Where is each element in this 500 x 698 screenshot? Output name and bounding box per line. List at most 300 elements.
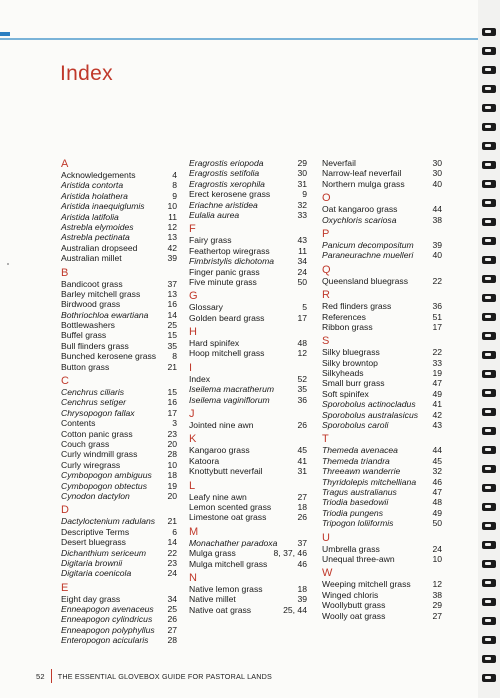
index-entry bbox=[322, 301, 442, 311]
index-entry bbox=[322, 456, 442, 466]
entry-page: 10 bbox=[432, 553, 442, 564]
index-section bbox=[189, 326, 307, 359]
entry-page: 44 bbox=[432, 204, 442, 215]
index-section bbox=[189, 362, 307, 405]
binder-ring bbox=[482, 237, 496, 245]
entry-term: Limestone oat grass bbox=[189, 512, 267, 523]
entry-term: Bottlewashers bbox=[61, 320, 115, 331]
entry-page: 8 bbox=[172, 180, 177, 191]
entry-page: 49 bbox=[432, 388, 442, 399]
entry-page: 25 bbox=[167, 604, 177, 615]
entry-page: 18 bbox=[297, 583, 307, 594]
section-letter: E bbox=[61, 581, 69, 594]
index-entry bbox=[61, 299, 177, 309]
index-column-1 bbox=[61, 158, 177, 646]
entry-term: Birdwood grass bbox=[61, 299, 121, 310]
entry-term: Eragrostis xerophila bbox=[189, 178, 265, 189]
entry-page: 29 bbox=[432, 600, 442, 611]
entry-term: Sporobolus caroli bbox=[322, 420, 389, 431]
index-entry bbox=[189, 267, 307, 277]
entry-term: Dactyloctenium radulans bbox=[61, 516, 156, 527]
index-entry bbox=[322, 445, 442, 455]
entry-page: 36 bbox=[432, 301, 442, 312]
entry-page: 10 bbox=[167, 459, 177, 470]
index-entry bbox=[322, 368, 442, 378]
entry-page: 12 bbox=[432, 579, 442, 590]
entry-page: 13 bbox=[167, 288, 177, 299]
index-entry bbox=[61, 330, 177, 340]
entry-page: 39 bbox=[167, 253, 177, 264]
top-accent bbox=[0, 32, 10, 36]
section-letter: U bbox=[322, 531, 330, 544]
entry-term: Weeping mitchell grass bbox=[322, 579, 411, 590]
entry-term: Cynodon dactylon bbox=[61, 490, 130, 501]
section-letter: W bbox=[322, 567, 333, 580]
index-entry bbox=[61, 470, 177, 480]
entry-term: Digitaria brownii bbox=[61, 557, 123, 568]
index-entry bbox=[322, 497, 442, 507]
entry-term: Hard spinifex bbox=[189, 338, 240, 349]
entry-term: Bandicoot grass bbox=[61, 278, 123, 289]
entry-page: 16 bbox=[167, 299, 177, 310]
index-entry bbox=[189, 189, 307, 199]
index-entry bbox=[61, 491, 177, 501]
section-letter: B bbox=[61, 266, 69, 279]
entry-page: 18 bbox=[167, 470, 177, 481]
entry-term: Australian dropseed bbox=[61, 242, 138, 253]
entry-page: 12 bbox=[167, 221, 177, 232]
index-entry bbox=[189, 256, 307, 266]
entry-term: Red flinders grass bbox=[322, 301, 392, 312]
index-entry bbox=[322, 420, 442, 430]
index-entry bbox=[189, 384, 307, 394]
entry-page: 46 bbox=[432, 476, 442, 487]
entry-term: References bbox=[322, 311, 366, 322]
entry-term: Cymbopogon obtectus bbox=[61, 480, 147, 491]
entry-page: 45 bbox=[297, 445, 307, 456]
index-entry bbox=[189, 246, 307, 256]
index-entry bbox=[61, 341, 177, 351]
entry-page: 25 bbox=[167, 320, 177, 331]
entry-term: Unequal three-awn bbox=[322, 553, 395, 564]
binder-ring bbox=[482, 85, 496, 93]
index-entry bbox=[189, 277, 307, 287]
index-entry bbox=[322, 544, 442, 554]
entry-page: 24 bbox=[297, 266, 307, 277]
index-entry bbox=[61, 320, 177, 330]
entry-term: Golden beard grass bbox=[189, 312, 265, 323]
entry-page: 41 bbox=[432, 399, 442, 410]
entry-term: Iseilema macratherum bbox=[189, 384, 275, 395]
entry-page: 26 bbox=[297, 512, 307, 523]
entry-page: 25, 44 bbox=[283, 604, 307, 615]
section-letter: S bbox=[322, 335, 330, 348]
binder-ring bbox=[482, 484, 496, 492]
index-entry bbox=[189, 395, 307, 405]
entry-page: 15 bbox=[167, 387, 177, 398]
binder-ring bbox=[482, 389, 496, 397]
entry-page: 34 bbox=[167, 593, 177, 604]
index-section bbox=[322, 228, 442, 261]
index-entry bbox=[189, 559, 307, 569]
index-entry bbox=[61, 212, 177, 222]
index-section bbox=[189, 526, 307, 569]
entry-term: Kangaroo grass bbox=[189, 445, 250, 456]
entry-page: 51 bbox=[432, 311, 442, 322]
entry-term: Bunched kerosene grass bbox=[61, 351, 157, 362]
section-letter: M bbox=[189, 525, 199, 538]
binder-ring bbox=[482, 427, 496, 435]
entry-term: Paraneurachne muelleri bbox=[322, 250, 414, 261]
index-section bbox=[322, 567, 442, 621]
index-entry bbox=[322, 518, 442, 528]
binder-ring bbox=[482, 256, 496, 264]
index-entry bbox=[322, 600, 442, 610]
section-letter: C bbox=[61, 375, 69, 388]
index-entry bbox=[189, 445, 307, 455]
index-entry bbox=[61, 289, 177, 299]
entry-term: Astrebla pectinata bbox=[61, 232, 130, 243]
entry-term: Finger panic grass bbox=[189, 266, 260, 277]
entry-page: 32 bbox=[297, 199, 307, 210]
entry-page: 52 bbox=[297, 373, 307, 384]
binder-ring bbox=[482, 617, 496, 625]
index-section bbox=[322, 289, 442, 332]
index-section bbox=[61, 375, 177, 501]
entry-page: 14 bbox=[167, 537, 177, 548]
index-section bbox=[189, 223, 307, 287]
binder-ring bbox=[482, 370, 496, 378]
binder-ring bbox=[482, 503, 496, 511]
entry-term: Barley mitchell grass bbox=[61, 288, 141, 299]
entry-term: Cotton panic grass bbox=[61, 428, 133, 439]
binder-ring bbox=[482, 541, 496, 549]
section-letter: O bbox=[322, 192, 331, 205]
index-section bbox=[322, 158, 442, 189]
entry-page: 37 bbox=[297, 537, 307, 548]
section-letter: T bbox=[322, 433, 329, 446]
entry-page: 34 bbox=[297, 256, 307, 267]
entry-page: 32 bbox=[432, 466, 442, 477]
entry-term: Digitaria coenicola bbox=[61, 568, 132, 579]
binder-ring bbox=[482, 142, 496, 150]
index-entry bbox=[61, 625, 177, 635]
binder-ring bbox=[482, 66, 496, 74]
entry-page: 43 bbox=[432, 420, 442, 431]
entry-page: 22 bbox=[432, 275, 442, 286]
entry-term: Silky browntop bbox=[322, 357, 378, 368]
entry-term: Oat kangaroo grass bbox=[322, 204, 398, 215]
index-entry bbox=[322, 399, 442, 409]
entry-term: Chrysopogon fallax bbox=[61, 407, 135, 418]
entry-page: 17 bbox=[167, 407, 177, 418]
index-entry bbox=[189, 200, 307, 210]
entry-page: 3 bbox=[172, 418, 177, 429]
index-entry bbox=[189, 313, 307, 323]
entry-term: Tragus australianus bbox=[322, 486, 397, 497]
entry-term: Northern mulga grass bbox=[322, 178, 405, 189]
page-number: 52 bbox=[36, 671, 45, 681]
index-entry bbox=[61, 604, 177, 614]
index-entry bbox=[322, 347, 442, 357]
entry-term: Triodia basedowii bbox=[322, 497, 389, 508]
binder-ring bbox=[482, 351, 496, 359]
entry-term: Aristida inaequiglumis bbox=[61, 201, 145, 212]
entry-term: Tripogon loliiformis bbox=[322, 518, 394, 529]
entry-page: 49 bbox=[432, 507, 442, 518]
entry-page: 46 bbox=[297, 558, 307, 569]
index-entry bbox=[189, 466, 307, 476]
index-entry bbox=[189, 502, 307, 512]
entry-term: Eulalia aurea bbox=[189, 209, 240, 220]
entry-term: Soft spinifex bbox=[322, 388, 369, 399]
entry-term: Sporobolus australasicus bbox=[322, 409, 419, 420]
entry-term: Jointed nine awn bbox=[189, 420, 254, 431]
entry-page: 30 bbox=[432, 168, 442, 179]
entry-term: Woolly oat grass bbox=[322, 610, 386, 621]
index-entry bbox=[61, 408, 177, 418]
index-entry bbox=[189, 492, 307, 502]
entry-term: Aristida latifolia bbox=[61, 211, 119, 222]
binder-ring bbox=[482, 579, 496, 587]
index-section bbox=[189, 408, 307, 430]
entry-page: 38 bbox=[432, 214, 442, 225]
index-entry bbox=[61, 537, 177, 547]
index-entry bbox=[61, 418, 177, 428]
entry-term: Enteropogon acicularis bbox=[61, 635, 149, 646]
entry-page: 35 bbox=[297, 384, 307, 395]
entry-term: Small burr grass bbox=[322, 378, 385, 389]
entry-page: 50 bbox=[297, 276, 307, 287]
entry-page: 11 bbox=[298, 245, 307, 256]
entry-page: 39 bbox=[432, 239, 442, 250]
entry-term: Descriptive Terms bbox=[61, 526, 130, 537]
top-rule bbox=[0, 38, 478, 40]
entry-term: Winged chloris bbox=[322, 589, 379, 600]
entry-term: Astrebla elymoides bbox=[61, 221, 134, 232]
entry-page: 17 bbox=[297, 312, 307, 323]
entry-term: Neverfail bbox=[322, 158, 356, 168]
index-entry bbox=[61, 449, 177, 459]
section-letter: P bbox=[322, 227, 330, 240]
entry-page: 19 bbox=[167, 480, 177, 491]
section-letter: Q bbox=[322, 263, 331, 276]
index-entry bbox=[61, 170, 177, 180]
index-entry bbox=[189, 420, 307, 430]
index-entry bbox=[322, 276, 442, 286]
entry-page: 41 bbox=[297, 455, 307, 466]
index-entry bbox=[61, 253, 177, 263]
index-section bbox=[322, 532, 442, 565]
index-entry bbox=[189, 179, 307, 189]
entry-term: Cenchrus setiger bbox=[61, 397, 126, 408]
entry-page: 4 bbox=[172, 170, 177, 180]
index-entry bbox=[61, 635, 177, 645]
index-entry bbox=[322, 158, 442, 168]
binder-ring bbox=[482, 522, 496, 530]
binder-ring bbox=[482, 123, 496, 131]
entry-page: 18 bbox=[297, 501, 307, 512]
index-entry bbox=[322, 358, 442, 368]
index-entry bbox=[322, 204, 442, 214]
index-entry bbox=[322, 611, 442, 621]
entry-term: Ribbon grass bbox=[322, 321, 373, 332]
entry-page: 19 bbox=[432, 368, 442, 379]
binder-ring bbox=[482, 275, 496, 283]
entry-page: 47 bbox=[432, 486, 442, 497]
entry-page: 24 bbox=[167, 568, 177, 579]
index-entry bbox=[61, 429, 177, 439]
index-section bbox=[61, 504, 177, 578]
entry-term: Sporobolus actinocladus bbox=[322, 399, 416, 410]
entry-page: 14 bbox=[167, 309, 177, 320]
entry-term: Enneapogon avenaceus bbox=[61, 604, 154, 615]
binder-spine bbox=[478, 0, 500, 698]
entry-page: 27 bbox=[432, 610, 442, 621]
entry-page: 21 bbox=[167, 361, 177, 372]
entry-term: Buffel grass bbox=[61, 330, 107, 341]
entry-term: Five minute grass bbox=[189, 276, 257, 287]
binder-ring bbox=[482, 28, 496, 36]
footer-text: THE ESSENTIAL GLOVEBOX GUIDE FOR PASTORAL LANDS bbox=[57, 671, 273, 681]
entry-term: Enneapogon polyphyllus bbox=[61, 624, 155, 635]
index-entry bbox=[61, 362, 177, 372]
index-entry bbox=[322, 322, 442, 332]
entry-page: 20 bbox=[167, 490, 177, 501]
index-entry bbox=[189, 456, 307, 466]
entry-page: 21 bbox=[167, 516, 177, 527]
entry-page: 22 bbox=[432, 347, 442, 358]
entry-page: 5 bbox=[302, 302, 307, 313]
entry-page: 43 bbox=[297, 235, 307, 246]
index-entry bbox=[61, 279, 177, 289]
binder-ring bbox=[482, 294, 496, 302]
index-entry bbox=[61, 310, 177, 320]
entry-term: Eriachne aristidea bbox=[189, 199, 258, 210]
entry-term: Native oat grass bbox=[189, 604, 252, 615]
entry-term: Curly wiregrass bbox=[61, 459, 121, 470]
entry-term: Acknowledgements bbox=[61, 170, 136, 180]
index-entry bbox=[322, 477, 442, 487]
index-entry bbox=[189, 594, 307, 604]
section-letter: J bbox=[189, 408, 195, 421]
entry-page: 23 bbox=[167, 428, 177, 439]
binder-ring bbox=[482, 313, 496, 321]
section-letter: I bbox=[189, 361, 193, 374]
entry-term: Feathertop wiregrass bbox=[189, 245, 270, 256]
entry-term: Silky bluegrass bbox=[322, 347, 380, 358]
index-entry bbox=[189, 512, 307, 522]
entry-page: 11 bbox=[168, 211, 177, 222]
entry-page: 31 bbox=[297, 466, 307, 477]
index-entry bbox=[61, 191, 177, 201]
index-entry bbox=[61, 527, 177, 537]
entry-term: Enneapogon cylindricus bbox=[61, 614, 153, 625]
entry-page: 8 bbox=[172, 351, 177, 362]
section-letter: N bbox=[189, 571, 197, 584]
entry-page: 45 bbox=[432, 455, 442, 466]
entry-page: 27 bbox=[167, 624, 177, 635]
binder-ring bbox=[482, 161, 496, 169]
index-entry bbox=[61, 232, 177, 242]
index-entry bbox=[322, 312, 442, 322]
index-column-3 bbox=[322, 158, 442, 621]
entry-term: Mulga grass bbox=[189, 548, 236, 559]
entry-page: 29 bbox=[297, 158, 307, 168]
index-section bbox=[189, 480, 307, 523]
index-entry bbox=[61, 387, 177, 397]
page-footer bbox=[36, 669, 272, 683]
binder-ring bbox=[482, 180, 496, 188]
index-entry bbox=[189, 548, 307, 558]
entry-term: Mulga mitchell grass bbox=[189, 558, 268, 569]
index-entry bbox=[189, 338, 307, 348]
entry-term: Aristida holathera bbox=[61, 190, 128, 201]
entry-term: Thyridolepis mitchelliana bbox=[322, 476, 417, 487]
entry-page: 13 bbox=[167, 232, 177, 243]
entry-term: Curly windmill grass bbox=[61, 449, 138, 460]
entry-page: 8, 37, 46 bbox=[273, 548, 307, 559]
index-entry bbox=[322, 466, 442, 476]
entry-term: Erect kerosene grass bbox=[189, 189, 271, 200]
entry-page: 37 bbox=[167, 278, 177, 289]
entry-page: 47 bbox=[432, 378, 442, 389]
index-entry bbox=[322, 487, 442, 497]
entry-page: 23 bbox=[167, 557, 177, 568]
entry-term: Themeda avenacea bbox=[322, 445, 398, 456]
index-entry bbox=[322, 410, 442, 420]
entry-term: Button grass bbox=[61, 361, 110, 372]
margin-dot bbox=[7, 263, 9, 265]
index-entry bbox=[61, 243, 177, 253]
entry-term: Panicum decompositum bbox=[322, 239, 414, 250]
binder-ring bbox=[482, 408, 496, 416]
index-section bbox=[189, 572, 307, 615]
entry-term: Bull flinders grass bbox=[61, 340, 129, 351]
index-entry bbox=[61, 568, 177, 578]
index-entry bbox=[61, 180, 177, 190]
entry-term: Threeawn wanderrie bbox=[322, 466, 401, 477]
index-section bbox=[61, 582, 177, 646]
binder-ring bbox=[482, 674, 496, 682]
entry-page: 38 bbox=[432, 589, 442, 600]
index-entry bbox=[61, 558, 177, 568]
entry-term: Eragrostis setifolia bbox=[189, 168, 260, 179]
entry-page: 10 bbox=[167, 201, 177, 212]
binder-ring bbox=[482, 560, 496, 568]
entry-page: 12 bbox=[297, 348, 307, 359]
entry-term: Couch grass bbox=[61, 438, 110, 449]
entry-page: 22 bbox=[167, 547, 177, 558]
entry-term: Iseilema vaginiflorum bbox=[189, 394, 270, 405]
entry-term: Aristida contorta bbox=[61, 180, 124, 191]
footer-divider bbox=[51, 669, 52, 683]
binder-ring bbox=[482, 465, 496, 473]
index-section bbox=[189, 433, 307, 476]
index-entry bbox=[322, 590, 442, 600]
index-entry bbox=[61, 397, 177, 407]
entry-term: Fairy grass bbox=[189, 235, 232, 246]
entry-term: Silkyheads bbox=[322, 368, 364, 379]
index-entry bbox=[322, 179, 442, 189]
entry-page: 15 bbox=[167, 330, 177, 341]
entry-page: 26 bbox=[297, 420, 307, 431]
entry-page: 33 bbox=[432, 357, 442, 368]
binder-ring bbox=[482, 218, 496, 226]
entry-term: Cenchrus ciliaris bbox=[61, 387, 125, 398]
entry-page: 30 bbox=[297, 168, 307, 179]
index-entry bbox=[322, 215, 442, 225]
